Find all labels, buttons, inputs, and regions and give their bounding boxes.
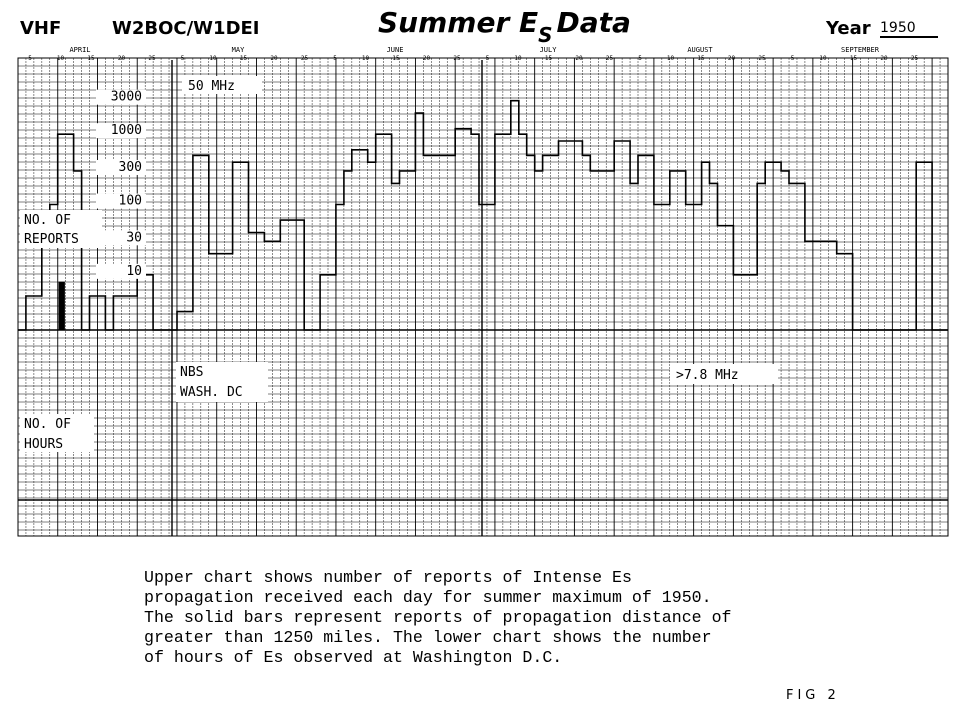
date-tick-label: 20 — [422, 55, 431, 62]
date-tick-label: 25 — [605, 55, 614, 62]
upper-ylabel-line2: REPORTS — [24, 232, 79, 247]
year-value: 1950 — [880, 20, 938, 38]
upper-ylabel-line1: NO. OF — [24, 213, 71, 228]
date-tick-label: 5 — [180, 55, 185, 62]
month-label: MAY — [231, 46, 245, 54]
chart-grid — [18, 58, 948, 536]
month-label: JUNE — [386, 46, 404, 54]
date-tick-label: 25 — [453, 55, 461, 62]
date-tick-label: 15 — [544, 55, 553, 62]
ytick-label: 30 — [126, 230, 142, 246]
date-tick-label: 10 — [819, 55, 827, 62]
month-label: APRIL — [69, 46, 91, 54]
date-tick-label: 20 — [727, 55, 736, 62]
date-tick-label: 10 — [56, 55, 65, 62]
lower-ylabel-line2: HOURS — [24, 437, 64, 452]
date-tick-label: 20 — [117, 55, 126, 62]
date-tick-label: 20 — [270, 55, 278, 62]
ytick-label: 100 — [118, 193, 142, 209]
figure-caption: Upper chart shows number of reports of Intense Es propagation received each day for summer maximum of 1950. The solid bars represent reports of propagation distance of greater than 1250 miles. The lower chart shows the number of hours of Es observed at Washington D.C. — [144, 568, 732, 667]
month-label: JULY — [539, 46, 557, 54]
band-label: VHF — [20, 18, 62, 39]
date-tick-label: 15 — [239, 55, 248, 62]
lower-ylabel-line1: NO. OF — [24, 417, 71, 432]
ytick-label: 1000 — [110, 123, 142, 139]
callsigns-label: W2BOC/W1DEI — [112, 18, 260, 39]
long-distance-bar — [59, 282, 65, 330]
date-tick-label: 20 — [880, 55, 888, 62]
date-tick-label: 5 — [790, 55, 795, 62]
date-tick-label: 25 — [300, 55, 309, 62]
month-label: AUGUST — [687, 46, 713, 54]
ytick-label: 3000 — [110, 89, 142, 105]
date-tick-label: 15 — [849, 55, 858, 62]
ytick-label: 10 — [126, 263, 142, 279]
date-tick-label: 5 — [333, 55, 337, 62]
station-label-line2: WASH. DC — [180, 385, 243, 400]
figure-number: FIG 2 — [786, 688, 840, 703]
plot-frame — [18, 58, 948, 536]
month-label: SEPTEMBER — [841, 46, 879, 54]
date-tick-label: 25 — [758, 55, 766, 62]
upper-frequency-label: 50 MHz — [188, 79, 235, 94]
date-tick-label: 10 — [666, 55, 675, 62]
station-label-line1: NBS — [180, 365, 204, 380]
ytick-label: 300 — [118, 159, 142, 175]
date-tick-label: 10 — [514, 55, 522, 62]
month-labels — [69, 46, 879, 54]
date-tick-label: 25 — [148, 55, 156, 62]
date-tick-label: 5 — [485, 55, 490, 62]
date-tick-label: 10 — [361, 55, 370, 62]
lower-frequency-label: >7.8 MHz — [676, 368, 739, 383]
date-tick-label: 5 — [28, 55, 32, 62]
year-label: Year — [826, 18, 871, 39]
date-tick-label: 25 — [910, 55, 919, 62]
date-tick-label: 15 — [697, 55, 705, 62]
date-tick-label: 15 — [87, 55, 95, 62]
title-subscript: S — [538, 23, 553, 47]
title-end: Data — [556, 6, 631, 39]
date-tick-label: 5 — [638, 55, 642, 62]
date-tick-label: 15 — [392, 55, 400, 62]
date-tick-label: 20 — [575, 55, 583, 62]
date-tick-label: 10 — [209, 55, 217, 62]
title-main: Summer E — [378, 6, 539, 39]
